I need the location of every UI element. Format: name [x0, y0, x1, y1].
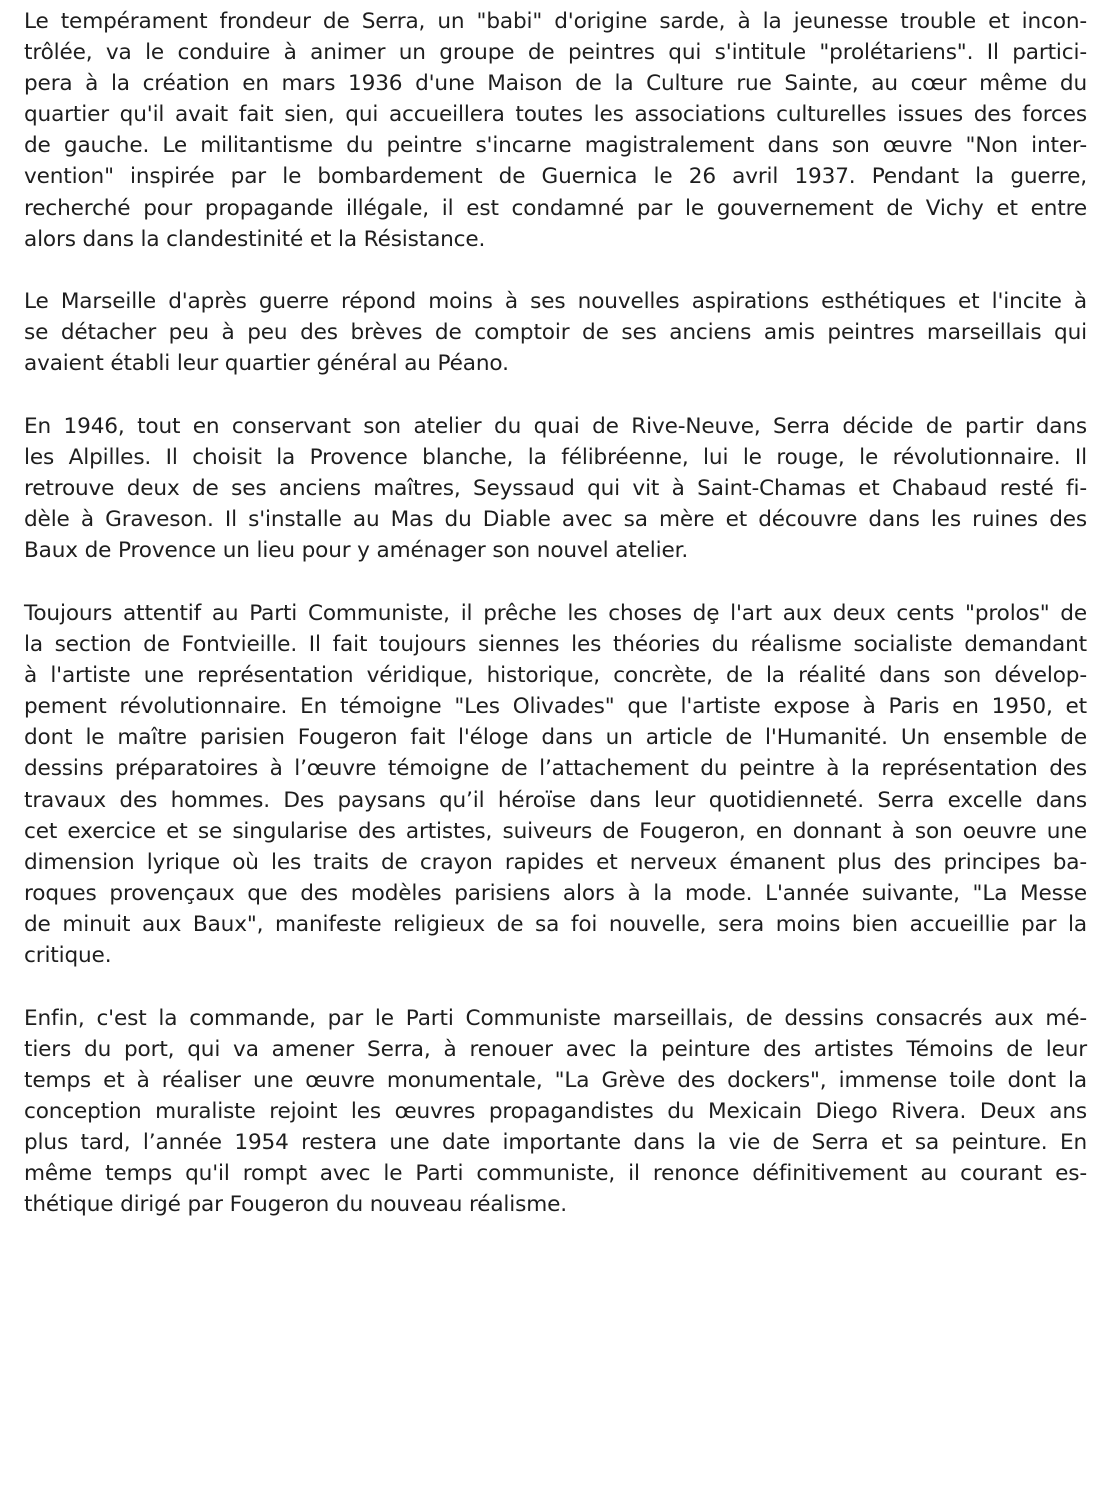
text-line: plus tard, l’année 1954 restera une date importante dans la vie de Serra et sa peinture. En	[24, 1130, 1087, 1155]
text-line: En 1946, tout en conservant son atelier du quai de Rive-Neuve, Serra décide de partir dans	[24, 414, 1087, 440]
text-line: pera à la création en mars 1936 d'une Maison de la Culture rue Sainte, au cœur même du	[24, 71, 1087, 97]
text-line: dimension lyrique où les traits de crayon rapides et nerveux émanent plus des principes ba-	[24, 849, 1087, 875]
text-line: cet exercice et se singularise des artistes, suiveurs de Fougeron, en donnant à son oeuvre une	[24, 818, 1087, 844]
text-line: se détacher peu à peu des brèves de comptoir de ses anciens amis peintres marseillais qui	[24, 320, 1087, 346]
text-line: dèle à Graveson. Il s'installe au Mas du Diable avec sa mère et découvre dans les ruines des	[24, 507, 1087, 533]
text-line: Toujours attentif au Parti Communiste, il prêche les choses dȩ l'art aux deux cents "prolos" de	[24, 601, 1087, 626]
text-line: dont le maître parisien Fougeron fait l'éloge dans un article de l'Humanité. Un ensemble de	[24, 725, 1087, 751]
text-line: de minuit aux Baux", manifeste religieux de sa foi nouvelle, sera moins bien accueillie par la	[24, 911, 1087, 937]
text-line: même temps qu'il rompt avec le Parti communiste, il renonce définitivement au courant es-	[24, 1161, 1087, 1187]
text-line: travaux des hommes. Des paysans qu’il héroïse dans leur quotidienneté. Serra excelle dans	[24, 787, 1087, 813]
text-line: tiers du port, qui va amener Serra, à renouer avec la peinture des artistes Témoins de leur	[24, 1036, 1087, 1062]
text-line: avaient établi leur quartier général au Péano.	[24, 351, 509, 377]
text-line: pement révolutionnaire. En témoigne "Les Olivades" que l'artiste expose à Paris en 1950, et	[24, 694, 1087, 720]
text-line: critique.	[24, 943, 112, 969]
text-line: alors dans la clandestinité et la Résistance.	[24, 226, 486, 252]
text-line: quartier qu'il avait fait sien, qui accueillera toutes les associations culturelles issues des forces	[24, 102, 1087, 128]
text-line: conception muraliste rejoint les œuvres propagandistes du Mexicain Diego Rivera. Deux ans	[24, 1098, 1087, 1124]
text-line: Le Marseille d'après guerre répond moins à ses nouvelles aspirations esthétiques et l'incite à	[24, 289, 1087, 315]
text-line: temps et à réaliser une œuvre monumentale, "La Grève des dockers", immense toile dont la	[24, 1067, 1087, 1093]
paragraph	[24, 286, 1087, 379]
paragraph	[24, 411, 1087, 566]
document-page	[24, 6, 1087, 1252]
text-line: roques provençaux que des modèles parisiens alors à la mode. L'année suivante, "La Messe	[24, 880, 1087, 906]
text-line: les Alpilles. Il choisit la Provence blanche, la félibréenne, lui le rouge, le révolutionnaire. Il	[24, 445, 1087, 471]
paragraph	[24, 6, 1087, 255]
text-line: retrouve deux de ses anciens maîtres, Seyssaud qui vit à Saint-Chamas et Chabaud resté fi-	[24, 476, 1087, 502]
text-line: Enfin, c'est la commande, par le Parti Communiste marseillais, de dessins consacrés aux mé-	[24, 1005, 1087, 1031]
text-line: à l'artiste une représentation véridique, historique, concrète, de la réalité dans son dévelop-	[24, 663, 1087, 689]
text-line: vention" inspirée par le bombardement de Guernica le 26 avril 1937. Pendant la guerre,	[24, 164, 1087, 190]
text-line: Le tempérament frondeur de Serra, un "babi" d'origine sarde, à la jeunesse trouble et incon-	[24, 9, 1087, 34]
text-line: recherché pour propagande illégale, il est condamné par le gouvernement de Vichy et entre	[24, 195, 1087, 221]
text-line: la section de Fontvieille. Il fait toujours siennes les théories du réalisme socialiste demandant	[24, 632, 1087, 658]
paragraph	[24, 1003, 1087, 1221]
paragraph	[24, 598, 1087, 971]
text-line: thétique dirigé par Fougeron du nouveau réalisme.	[24, 1192, 567, 1218]
text-line: trôlée, va le conduire à animer un groupe de peintres qui s'intitule "prolétariens". Il partici-	[24, 40, 1087, 66]
text-line: dessins préparatoires à l’œuvre témoigne de l’attachement du peintre à la représentation des	[24, 756, 1087, 782]
text-line: Baux de Provence un lieu pour y aménager son nouvel atelier.	[24, 538, 689, 564]
text-line: de gauche. Le militantisme du peintre s'incarne magistralement dans son œuvre "Non inter-	[24, 133, 1087, 159]
